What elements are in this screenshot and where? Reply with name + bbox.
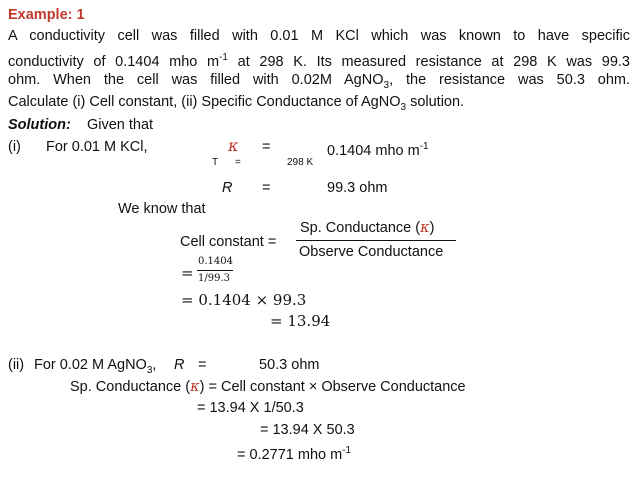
cell-constant-label: Cell constant =	[180, 234, 277, 250]
part2-equals: =	[198, 357, 207, 373]
calc-line-3: = 0.2771 mho $m^{-1}$	[237, 445, 352, 463]
part1-label: (i)	[8, 139, 21, 155]
small-fraction-denominator: 1/99.3	[198, 273, 230, 284]
temp-value: 298 K	[287, 157, 314, 168]
fraction-denominator: Observe Conductance	[299, 244, 444, 260]
step-1: = 0.1404 × 99.3	[181, 291, 307, 309]
R-symbol: R	[222, 180, 233, 196]
temp-equals: =	[235, 157, 241, 168]
part2-R-value: 50.3 ohm	[259, 357, 320, 373]
kappa-symbol: κ	[228, 136, 239, 155]
small-fraction-equals: =	[181, 264, 194, 282]
fraction-numerator: Sp. Conductance (κ)	[300, 220, 435, 236]
R-equals: =	[262, 180, 271, 196]
kappa-equals: =	[262, 139, 271, 155]
problem-line-4: Calculate (i) Cell constant, (ii) Specific Conductance of AgNO$_3$ solution.	[8, 94, 465, 113]
step-2: = 13.94	[270, 312, 331, 330]
calc-line-1: = 13.94 X 1/50.3	[197, 400, 304, 416]
problem-line-3: ohm. When the cell was filled with 0.02M AgNO$_3$, the resistance was 50.3 ohm.	[8, 72, 631, 91]
R-value: 99.3 ohm	[327, 180, 388, 196]
small-fraction-numerator: 0.1404	[198, 256, 233, 267]
sp-conductance-line: Sp. Conductance (κ) = Cell constant × Observe Conductance	[70, 379, 466, 395]
problem-line-2: conductivity of 0.1404 mho $m^{-1}$ at 298 K. Its measured resistance at 298 K was 99.3	[8, 52, 630, 70]
we-know-that: We know that	[118, 201, 206, 217]
part1-text: For 0.01 M KCl,	[46, 139, 148, 155]
part2-text: For 0.02 M AgNO$_3$,	[34, 357, 157, 376]
fraction-bar	[296, 240, 456, 241]
temp-T: T	[212, 157, 219, 168]
part2-R-symbol: R	[174, 357, 185, 373]
part2-label: (ii)	[8, 357, 25, 373]
kappa-value: 0.1404 mho $m^{-1}$	[327, 141, 429, 159]
solution-header: Solution: Given that	[8, 117, 154, 133]
calc-line-2: = 13.94 X 50.3	[260, 422, 355, 438]
small-fraction-bar	[197, 270, 233, 271]
example-title: Example: 1	[8, 7, 85, 23]
problem-line-1: A conductivity cell was filled with 0.01 M KCl which was known to have specific	[8, 28, 630, 44]
